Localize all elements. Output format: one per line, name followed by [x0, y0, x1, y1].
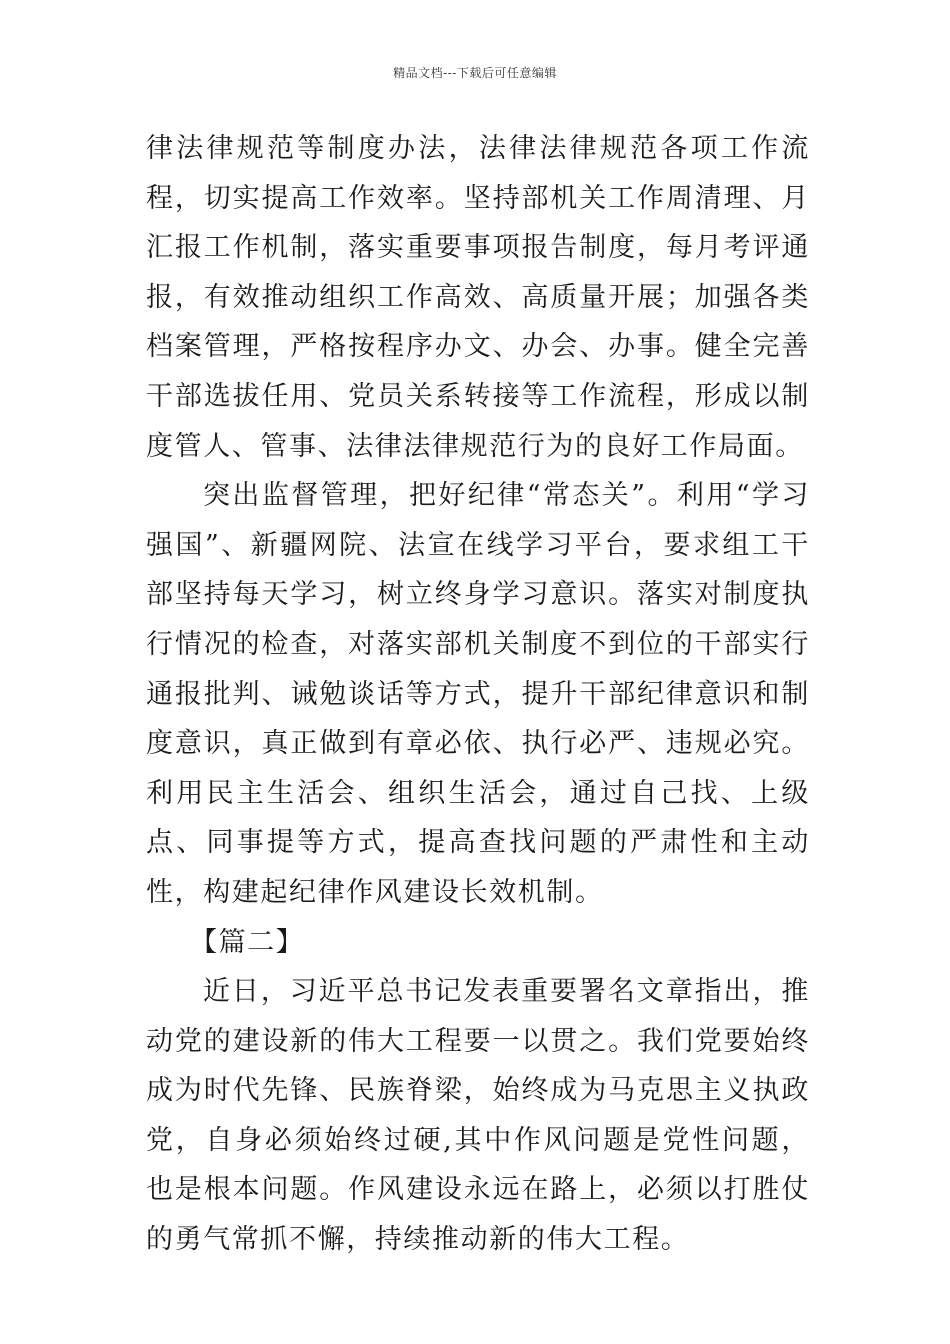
document-body [146, 124, 810, 1265]
paragraph-continued: 律法律规范等制度办法，法律法律规范各项工作流程，切实提高工作效率。坚持部机关工作周清理、月汇报工作机制，落实重要事项报告制度，每月考评通报，有效推动组织工作高效、高质量开展；加强各类档案管理，严格按程序办文、办会、办事。健全完善干部选拔任用、党员关系转接等工作流程，形成以制度管人、管事、法律法律规范行为的良好工作局面。 [146, 133, 810, 462]
section-heading: 【篇二】 [190, 926, 305, 958]
paragraph-supervision: 突出监督管理，把好纪律“常态关”。利用“学习强国”、新疆网院、法宣在线学习平台，要求组工干部坚持每天学习，树立终身学习意识。落实对制度执行情况的检查，对落实部机关制度不到位的干部实行通报批判、诫勉谈话等方式，提升干部纪律意识和制度意识，真正做到有章必依、执行必严、违规必究。利用民主生活会、组织生活会，通过自己找、上级点、同事提等方式，提高查找问题的严肃性和主动性，构建起纪律作风建设长效机制。 [146, 480, 810, 908]
page-header: 精品文档---下载后可任意编辑 [393, 66, 557, 80]
paragraph-section-two: 近日，习近平总书记发表重要署名文章指出，推动党的建设新的伟大工程要一以贯之。我们党要始终成为时代先锋、民族脊梁，始终成为马克思主义执政党，自身必须始终过硬,其中作风问题是党性问题，也是根本问题。作风建设永远在路上，必须以打胜仗的勇气常抓不懈，持续推动新的伟大工程。 [146, 976, 810, 1256]
